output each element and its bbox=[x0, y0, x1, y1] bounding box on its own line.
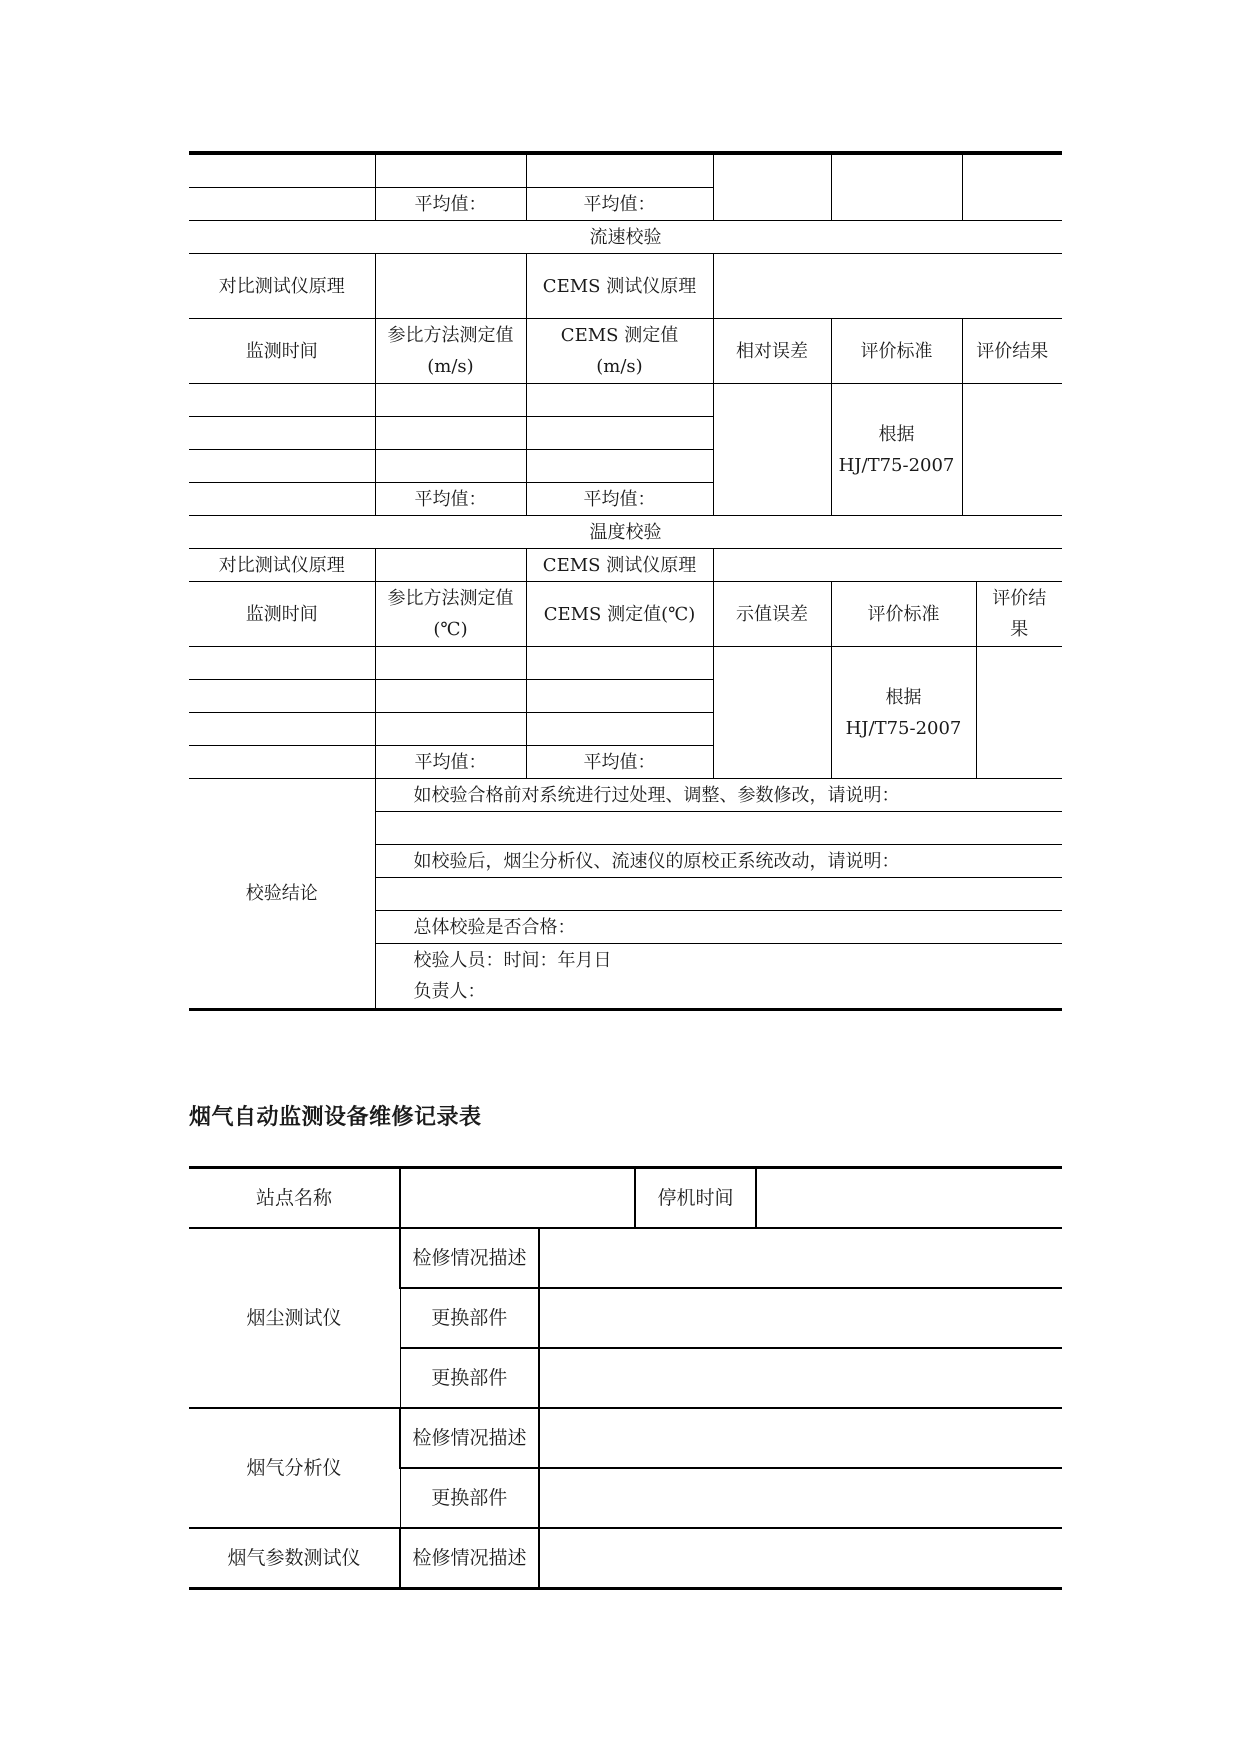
evaluation-standard-cell bbox=[831, 384, 962, 516]
col-indication-error: 示值误差 bbox=[713, 582, 831, 647]
conclusion-adjustment-input[interactable] bbox=[375, 812, 1062, 845]
data-cell[interactable] bbox=[375, 713, 526, 746]
col-evaluation-standard: 评价标准 bbox=[831, 582, 976, 647]
cems-principle-label: CEMS 测试仪原理 bbox=[526, 549, 713, 582]
stop-time-label: 停机时间 bbox=[635, 1168, 756, 1229]
station-name-label: 站点名称 bbox=[189, 1168, 400, 1229]
calibration-table bbox=[189, 151, 1062, 1011]
col-evaluation-result: 评价结果 bbox=[962, 319, 1062, 384]
replace-parts-label: 更换部件 bbox=[400, 1468, 539, 1528]
col-result-line2: 果 bbox=[1010, 619, 1029, 640]
average-label: 平均值： bbox=[526, 746, 713, 779]
average-label: 平均值： bbox=[375, 188, 526, 221]
conclusion-change-prompt: 如校验后，烟尘分析仪、流速仪的原校正系统改动，请说明： bbox=[375, 845, 1062, 878]
blank-cell[interactable] bbox=[189, 188, 375, 221]
col-evaluation-result bbox=[976, 582, 1062, 647]
data-cell[interactable] bbox=[189, 647, 375, 680]
standard-line1: 根据 bbox=[878, 423, 915, 445]
data-cell[interactable] bbox=[189, 713, 375, 746]
repair-record-table bbox=[189, 1166, 1062, 1590]
conclusion-overall-pass: 总体校验是否合格： bbox=[375, 911, 1062, 944]
conclusion-label: 校验结论 bbox=[189, 779, 375, 1010]
dust-meter-label: 烟尘测试仪 bbox=[189, 1228, 400, 1408]
cems-principle-value[interactable] bbox=[713, 549, 1062, 582]
average-label: 平均值： bbox=[375, 483, 526, 516]
gas-analyzer-label: 烟气分析仪 bbox=[189, 1408, 400, 1528]
data-cell[interactable] bbox=[375, 384, 526, 417]
col-cems-line1: CEMS 测定值 bbox=[560, 325, 679, 346]
col-monitor-time: 监测时间 bbox=[189, 582, 375, 647]
data-cell[interactable] bbox=[526, 384, 713, 417]
standard-line1: 根据 bbox=[885, 686, 922, 708]
temperature-section-title: 温度校验 bbox=[189, 516, 1062, 549]
ref-principle-label: 对比测试仪原理 bbox=[189, 254, 375, 319]
average-label: 平均值： bbox=[526, 483, 713, 516]
replace-parts-label: 更换部件 bbox=[400, 1348, 539, 1408]
data-cell[interactable] bbox=[375, 647, 526, 680]
blank-cell[interactable] bbox=[526, 153, 713, 188]
data-cell[interactable] bbox=[189, 450, 375, 483]
average-label: 平均值： bbox=[526, 188, 713, 221]
repair-desc-label: 检修情况描述 bbox=[400, 1408, 539, 1468]
repair-desc-value[interactable] bbox=[539, 1228, 1062, 1288]
repair-record-title: 烟气自动监测设备维修记录表 bbox=[189, 1105, 482, 1130]
data-cell[interactable] bbox=[375, 680, 526, 713]
conclusion-signoff bbox=[375, 944, 1062, 1010]
param-meter-label: 烟气参数测试仪 bbox=[189, 1528, 400, 1589]
cems-principle-value[interactable] bbox=[713, 254, 1062, 319]
evaluation-result-cell[interactable] bbox=[976, 647, 1062, 779]
blank-cell[interactable] bbox=[962, 153, 1062, 221]
repair-desc-value[interactable] bbox=[539, 1528, 1062, 1589]
data-cell[interactable] bbox=[189, 483, 375, 516]
standard-line2: HJ/T75-2007 bbox=[845, 717, 962, 739]
data-cell[interactable] bbox=[526, 680, 713, 713]
col-reference-line1: 参比方法测定值 bbox=[387, 588, 514, 609]
col-reference-value bbox=[375, 319, 526, 384]
replace-parts-value[interactable] bbox=[539, 1468, 1062, 1528]
standard-line2: HJ/T75-2007 bbox=[838, 454, 955, 476]
data-cell[interactable] bbox=[375, 417, 526, 450]
blank-cell[interactable] bbox=[189, 153, 375, 188]
data-cell[interactable] bbox=[526, 417, 713, 450]
replace-parts-value[interactable] bbox=[539, 1348, 1062, 1408]
ref-principle-value[interactable] bbox=[375, 549, 526, 582]
blank-cell[interactable] bbox=[375, 153, 526, 188]
stop-time-value[interactable] bbox=[756, 1168, 1062, 1229]
blank-cell[interactable] bbox=[713, 153, 831, 221]
data-cell[interactable] bbox=[189, 680, 375, 713]
data-cell[interactable] bbox=[375, 450, 526, 483]
data-cell[interactable] bbox=[189, 746, 375, 779]
data-cell[interactable] bbox=[526, 713, 713, 746]
col-evaluation-standard: 评价标准 bbox=[831, 319, 962, 384]
col-cems-value bbox=[526, 319, 713, 384]
conclusion-change-input[interactable] bbox=[375, 878, 1062, 911]
evaluation-standard-cell bbox=[831, 647, 976, 779]
col-reference-line2: (m/s) bbox=[427, 356, 474, 377]
indication-error-cell[interactable] bbox=[713, 647, 831, 779]
col-reference-value bbox=[375, 582, 526, 647]
inspector-time-line: 校验人员：时间：年月日 bbox=[413, 950, 612, 971]
data-cell[interactable] bbox=[189, 417, 375, 450]
col-reference-line1: 参比方法测定值 bbox=[387, 325, 514, 346]
evaluation-result-cell[interactable] bbox=[962, 384, 1062, 516]
relative-error-cell[interactable] bbox=[713, 384, 831, 516]
ref-principle-label: 对比测试仪原理 bbox=[189, 549, 375, 582]
repair-desc-label: 检修情况描述 bbox=[400, 1528, 539, 1589]
replace-parts-value[interactable] bbox=[539, 1288, 1062, 1348]
blank-cell[interactable] bbox=[831, 153, 962, 221]
col-result-line1: 评价结 bbox=[992, 588, 1047, 609]
repair-desc-value[interactable] bbox=[539, 1408, 1062, 1468]
average-label: 平均值： bbox=[375, 746, 526, 779]
ref-principle-value[interactable] bbox=[375, 254, 526, 319]
conclusion-adjustment-prompt: 如校验合格前对系统进行过处理、调整、参数修改，请说明： bbox=[375, 779, 1062, 812]
velocity-section-title: 流速校验 bbox=[189, 221, 1062, 254]
col-relative-error: 相对误差 bbox=[713, 319, 831, 384]
data-cell[interactable] bbox=[526, 450, 713, 483]
col-reference-line2: (℃) bbox=[433, 619, 468, 640]
data-cell[interactable] bbox=[189, 384, 375, 417]
replace-parts-label: 更换部件 bbox=[400, 1288, 539, 1348]
data-cell[interactable] bbox=[526, 647, 713, 680]
col-cems-line2: (m/s) bbox=[596, 356, 643, 377]
col-monitor-time: 监测时间 bbox=[189, 319, 375, 384]
col-cems-value: CEMS 测定值(℃) bbox=[526, 582, 713, 647]
cems-principle-label: CEMS 测试仪原理 bbox=[526, 254, 713, 319]
repair-desc-label: 检修情况描述 bbox=[400, 1228, 539, 1288]
station-name-value[interactable] bbox=[400, 1168, 635, 1229]
responsible-person-line: 负责人： bbox=[413, 981, 486, 1002]
